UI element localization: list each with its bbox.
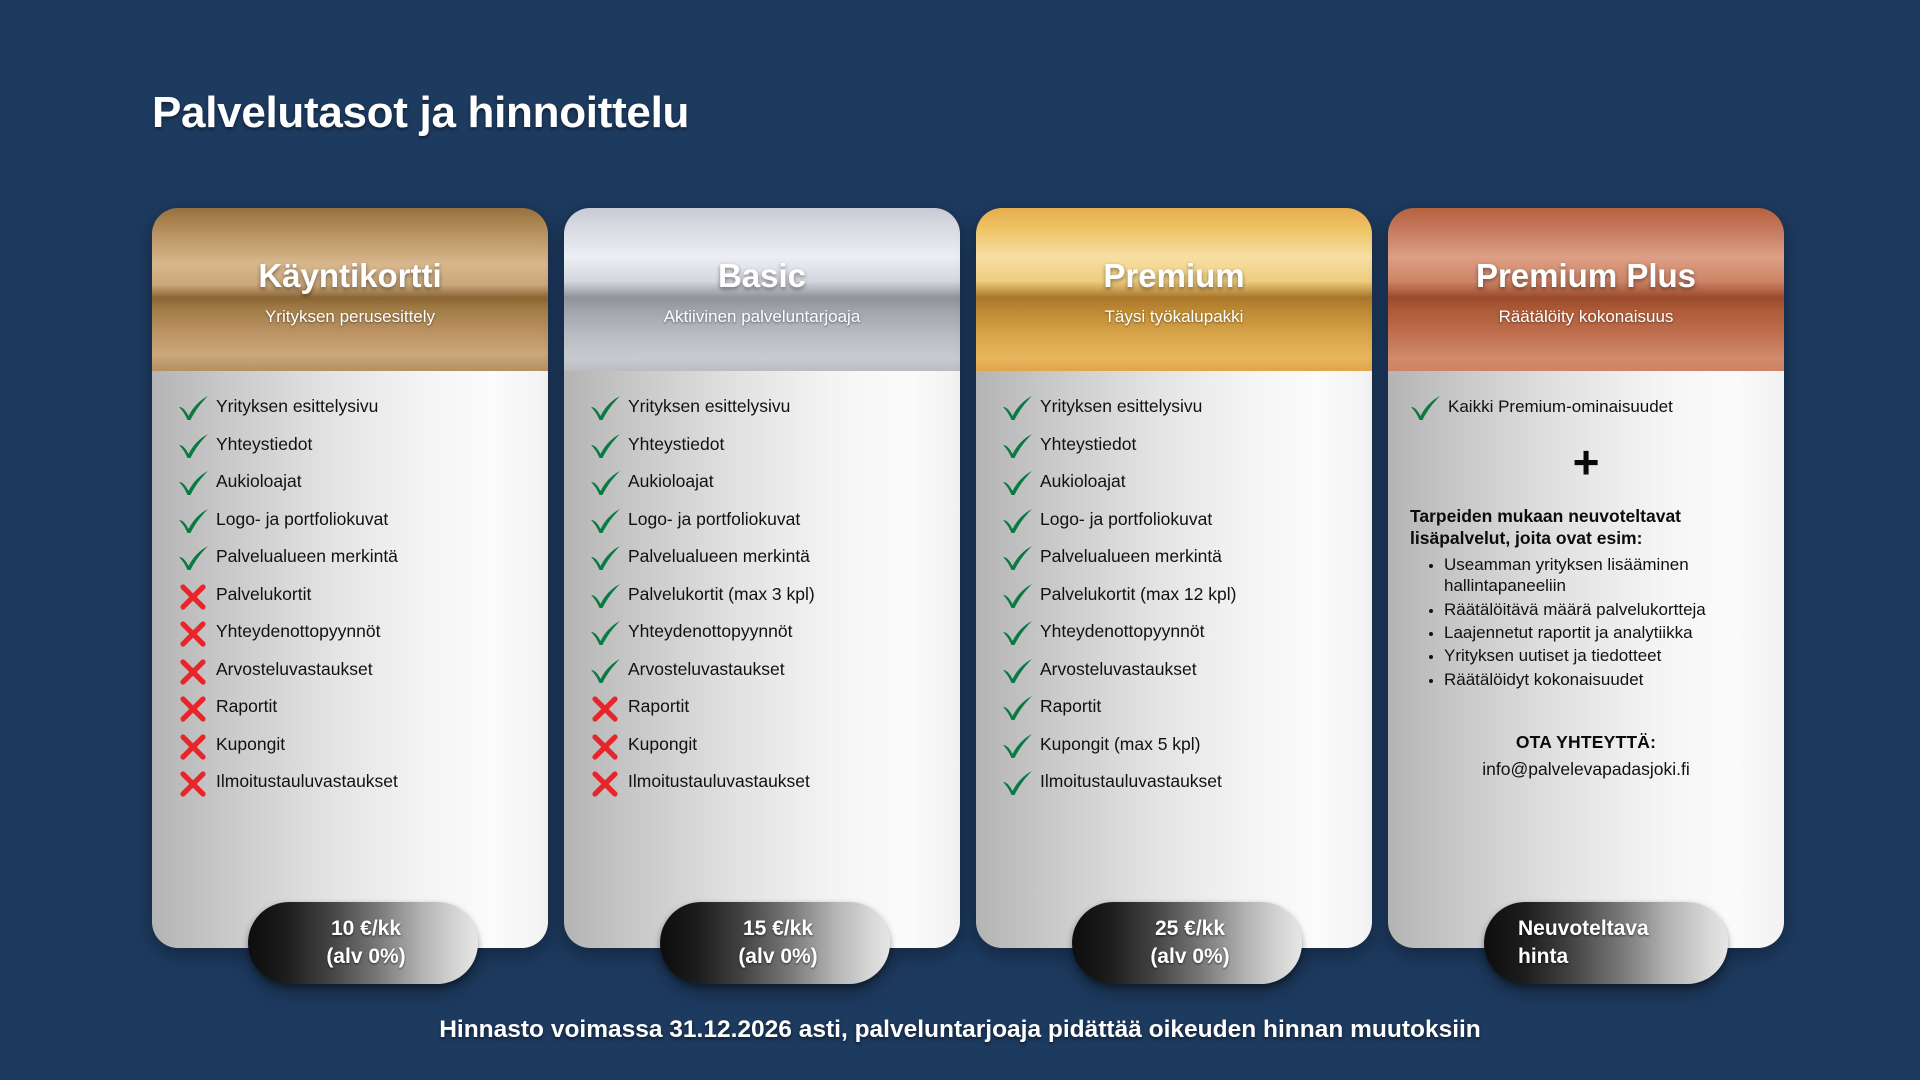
cross-icon xyxy=(170,768,216,798)
check-icon xyxy=(170,393,216,421)
feature-label: Arvosteluvastaukset xyxy=(628,658,785,679)
card-body-premium-plus xyxy=(1388,371,1784,948)
check-icon xyxy=(994,656,1040,684)
cross-icon xyxy=(582,693,628,723)
feature-label: Palvelukortit xyxy=(216,583,312,604)
card-body-kayntikortti xyxy=(152,371,548,948)
feature-label: Raportit xyxy=(216,696,278,716)
contact-email[interactable]: info@palvelevapadasjoki.fi xyxy=(1482,759,1690,780)
feature-label: Ilmoitustauluvastaukset xyxy=(1040,771,1222,791)
feature-label: Yrityksen esittelysivu xyxy=(216,396,379,416)
feature-label: Kupongit xyxy=(216,733,286,754)
check-icon xyxy=(994,768,1040,796)
feature-list xyxy=(976,393,1372,806)
contact-block xyxy=(1388,732,1784,780)
included-summary-label: Kaikki Premium-ominaisuudet xyxy=(1448,397,1673,416)
feature-row xyxy=(564,581,960,619)
feature-label: Yhteydenottopyynnöt xyxy=(628,621,793,641)
card-body-basic xyxy=(564,371,960,948)
extras-list-item: • Laajennetut raportit ja analytiikka xyxy=(1444,622,1770,643)
cross-icon xyxy=(170,581,216,611)
plan-tagline: Täysi työkalupakki xyxy=(1104,306,1244,326)
plus-symbol: + xyxy=(1572,436,1600,488)
feature-label: Yhteydenottopyynnöt xyxy=(1040,621,1205,641)
plan-name: Käyntikortti xyxy=(258,257,442,295)
feature-label: Arvosteluvastaukset xyxy=(1040,658,1197,679)
pricing-card-premium[interactable] xyxy=(976,208,1372,968)
check-icon xyxy=(582,468,628,496)
plan-tagline: Räätälöity kokonaisuus xyxy=(1498,306,1674,326)
feature-row xyxy=(152,431,548,469)
feature-list xyxy=(152,393,548,806)
feature-label: Palvelualueen merkintä xyxy=(628,546,810,566)
feature-label: Logo- ja portfoliokuvat xyxy=(216,508,389,529)
feature-row xyxy=(976,768,1372,806)
feature-label: Kupongit xyxy=(628,733,698,754)
cross-icon xyxy=(170,656,216,686)
feature-row xyxy=(152,393,548,431)
feature-row xyxy=(152,618,548,656)
check-icon xyxy=(994,431,1040,459)
check-icon xyxy=(994,693,1040,721)
check-icon xyxy=(170,543,216,571)
feature-label: Logo- ja portfoliokuvat xyxy=(628,508,801,529)
feature-row xyxy=(564,731,960,769)
price-vat-note: (alv 0%) xyxy=(326,945,406,968)
check-icon xyxy=(170,468,216,496)
extras-list-item: • Useamman yrityksen lisääminen hallintapaneeliin xyxy=(1444,554,1770,597)
check-icon xyxy=(582,543,628,571)
price-badge-kayntikortti[interactable] xyxy=(248,902,478,984)
feature-row xyxy=(976,693,1372,731)
feature-label: Ilmoitustauluvastaukset xyxy=(216,771,398,791)
contact-label: OTA YHTEYTTÄ: xyxy=(1515,732,1657,753)
feature-row xyxy=(976,431,1372,469)
cross-icon xyxy=(170,693,216,723)
feature-row xyxy=(564,468,960,506)
feature-row xyxy=(564,431,960,469)
feature-row xyxy=(152,693,548,731)
extras-heading: Tarpeiden mukaan neuvoteltavat lisäpalvelut, joita ovat esim: xyxy=(1410,506,1682,549)
plan-tagline: Yrityksen perusesittely xyxy=(264,306,436,326)
feature-row xyxy=(564,543,960,581)
feature-row xyxy=(564,693,960,731)
price-amount: Neuvoteltava xyxy=(1518,917,1649,941)
price-badge-basic[interactable] xyxy=(660,902,890,984)
feature-row xyxy=(564,506,960,544)
feature-label: Yrityksen esittelysivu xyxy=(1040,396,1203,416)
extras-list xyxy=(1388,554,1784,690)
plan-name: Premium xyxy=(1103,257,1245,295)
price-vat-note: (alv 0%) xyxy=(738,945,818,968)
check-icon xyxy=(1402,393,1448,421)
card-header-premium-plus xyxy=(1388,208,1784,371)
feature-label: Palvelualueen merkintä xyxy=(1040,546,1222,566)
feature-label: Aukioloajat xyxy=(1040,471,1126,491)
page-title: Palvelutasot ja hinnoittelu xyxy=(152,88,690,137)
extras-list-item: • Räätälöidyt kokonaisuudet xyxy=(1444,669,1770,690)
check-icon xyxy=(170,506,216,534)
feature-row xyxy=(564,768,960,806)
feature-row xyxy=(976,581,1372,619)
pricing-card-basic[interactable] xyxy=(564,208,960,968)
check-icon xyxy=(582,581,628,609)
pricing-card-kayntikortti[interactable] xyxy=(152,208,548,968)
feature-row xyxy=(152,506,548,544)
price-badge-premium[interactable] xyxy=(1072,902,1302,984)
check-icon xyxy=(582,393,628,421)
check-icon xyxy=(582,656,628,684)
feature-row xyxy=(976,393,1372,431)
price-vat-note: (alv 0%) xyxy=(1150,945,1230,968)
check-icon xyxy=(170,431,216,459)
pricing-cards-row xyxy=(152,208,1800,968)
check-icon xyxy=(582,506,628,534)
feature-row xyxy=(564,618,960,656)
feature-row xyxy=(564,656,960,694)
feature-label: Yhteydenottopyynnöt xyxy=(216,621,381,641)
feature-label: Yhteystiedot xyxy=(216,433,313,454)
feature-row xyxy=(976,506,1372,544)
price-amount: 25 €/kk xyxy=(1154,917,1226,941)
pricing-card-premium-plus[interactable] xyxy=(1388,208,1784,968)
check-icon xyxy=(994,731,1040,759)
cross-icon xyxy=(170,731,216,761)
check-icon xyxy=(582,618,628,646)
feature-row xyxy=(152,543,548,581)
card-header-kayntikortti xyxy=(152,208,548,371)
feature-label: Palvelukortit (max 12 kpl) xyxy=(1040,583,1237,604)
check-icon xyxy=(582,431,628,459)
feature-label: Palvelualueen merkintä xyxy=(216,546,398,566)
check-icon xyxy=(994,468,1040,496)
card-header-basic xyxy=(564,208,960,371)
check-icon xyxy=(994,393,1040,421)
price-vat-note: hinta xyxy=(1518,945,1569,968)
included-summary-row xyxy=(1388,393,1784,421)
feature-row xyxy=(976,543,1372,581)
feature-row xyxy=(976,618,1372,656)
extras-list-item: • Yrityksen uutiset ja tiedotteet xyxy=(1444,645,1770,666)
card-body-premium xyxy=(976,371,1372,948)
feature-row xyxy=(564,393,960,431)
price-amount: 10 €/kk xyxy=(330,917,402,941)
cross-icon xyxy=(170,618,216,648)
feature-label: Kupongit (max 5 kpl) xyxy=(1040,733,1201,754)
footer-note: Hinnasto voimassa 31.12.2026 asti, palveluntarjoaja pidättää oikeuden hinnan muutoksiin xyxy=(439,1016,1481,1043)
feature-row xyxy=(152,656,548,694)
feature-row xyxy=(152,468,548,506)
feature-label: Aukioloajat xyxy=(628,471,714,491)
feature-label: Palvelukortit (max 3 kpl) xyxy=(628,583,815,604)
check-icon xyxy=(994,506,1040,534)
feature-row xyxy=(152,768,548,806)
feature-row xyxy=(976,468,1372,506)
plan-name: Premium Plus xyxy=(1475,257,1697,295)
plan-name: Basic xyxy=(717,257,807,295)
feature-label: Yhteystiedot xyxy=(628,433,725,454)
feature-list xyxy=(564,393,960,806)
feature-label: Ilmoitustauluvastaukset xyxy=(628,771,810,791)
feature-label: Aukioloajat xyxy=(216,471,302,491)
feature-label: Arvosteluvastaukset xyxy=(216,658,373,679)
price-amount: 15 €/kk xyxy=(742,917,814,941)
cross-icon xyxy=(582,731,628,761)
cross-icon xyxy=(582,768,628,798)
feature-row xyxy=(152,581,548,619)
feature-row xyxy=(976,731,1372,769)
check-icon xyxy=(994,581,1040,609)
feature-label: Yhteystiedot xyxy=(1040,433,1137,454)
feature-row xyxy=(152,731,548,769)
card-header-premium xyxy=(976,208,1372,371)
plan-tagline: Aktiivinen palveluntarjoaja xyxy=(663,306,861,326)
feature-label: Yrityksen esittelysivu xyxy=(628,396,791,416)
feature-row xyxy=(976,656,1372,694)
check-icon xyxy=(994,543,1040,571)
extras-list-item: • Räätälöitävä määrä palvelukortteja xyxy=(1444,599,1770,620)
feature-label: Logo- ja portfoliokuvat xyxy=(1040,508,1213,529)
price-badge-premium-plus[interactable] xyxy=(1484,902,1728,984)
feature-label: Raportit xyxy=(1040,696,1102,716)
feature-label: Raportit xyxy=(628,696,690,716)
check-icon xyxy=(994,618,1040,646)
